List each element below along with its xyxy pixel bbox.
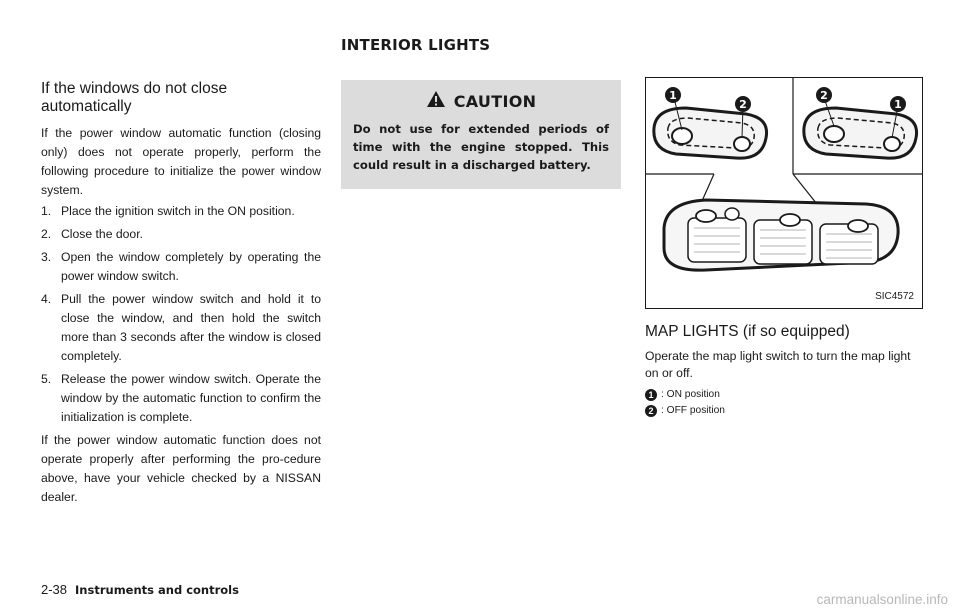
window-subheading: If the windows do not close automatically — [41, 80, 228, 115]
page-number: 2-38 — [41, 582, 68, 597]
callout-label: 2 — [739, 98, 747, 111]
step-number: 2. — [41, 227, 52, 241]
legend-label: : OFF position — [661, 405, 725, 416]
step-text: Release the power window switch. Operate the window by the automatic function to confirm the initialization is complete. — [61, 372, 321, 424]
overhead-console — [664, 200, 898, 270]
caution-text: Do not use for extended periods of time with the engine stopped. This could result in a discharged battery. — [353, 122, 609, 172]
map-light-illustration — [646, 78, 922, 308]
map-lights-figure — [645, 77, 923, 309]
map-lights-text: Operate the map light switch to turn the map light on or off. — [645, 349, 911, 380]
map-lights-title: MAP LIGHTS (if so equipped) — [645, 323, 850, 340]
footer-section: Instruments and controls — [75, 583, 239, 597]
callout-2-left — [735, 96, 751, 112]
closing-paragraph: If the power window automatic function does not operate properly after performing the pro-cedure above, have your vehicle checked by a NISSAN dealer. — [41, 433, 321, 504]
step-number: 4. — [41, 292, 52, 306]
callout-badge: 1 — [645, 389, 657, 401]
intro-paragraph: If the power window automatic function (closing only) does not operate properly, perform the following procedure to initialize the power window system. — [41, 126, 321, 197]
step-text: Place the ignition switch in the ON position. — [61, 204, 295, 218]
list-item — [41, 290, 321, 366]
legend-label: : ON position — [661, 389, 720, 400]
steps-list — [41, 202, 321, 427]
callout-label: 2 — [820, 89, 828, 102]
step-number: 3. — [41, 250, 52, 264]
caution-box — [341, 80, 621, 189]
callout-label: 1 — [669, 89, 677, 102]
middle-column — [341, 80, 621, 189]
list-item — [41, 225, 321, 244]
step-text: Pull the power window switch and hold it to close the window, and then hold the switch more than 3 seconds after the window is closed completely. — [61, 292, 321, 363]
section-title: INTERIOR LIGHTS — [341, 36, 491, 54]
callout-2-right — [816, 87, 832, 103]
map-lights-legend — [645, 387, 923, 419]
step-number: 1. — [41, 204, 52, 218]
legend-item-on — [645, 387, 923, 403]
figure-code: SIC4572 — [875, 291, 914, 302]
step-number: 5. — [41, 372, 52, 386]
list-item — [41, 202, 321, 221]
callout-1-left — [665, 87, 681, 103]
warning-triangle-icon — [426, 90, 446, 113]
callout-badge: 2 — [645, 405, 657, 417]
page-footer — [41, 582, 239, 597]
right-column — [645, 77, 923, 419]
callout-label: 1 — [894, 98, 902, 111]
legend-item-off — [645, 403, 923, 419]
callout-1-right — [890, 96, 906, 112]
left-column — [41, 80, 321, 507]
caution-header — [341, 90, 621, 113]
step-text: Close the door. — [61, 227, 143, 241]
step-text: Open the window completely by operating the power window switch. — [61, 250, 321, 283]
watermark: carmanualsonline.info — [816, 592, 948, 607]
list-item — [41, 370, 321, 427]
caution-title: CAUTION — [453, 92, 537, 111]
list-item — [41, 248, 321, 286]
